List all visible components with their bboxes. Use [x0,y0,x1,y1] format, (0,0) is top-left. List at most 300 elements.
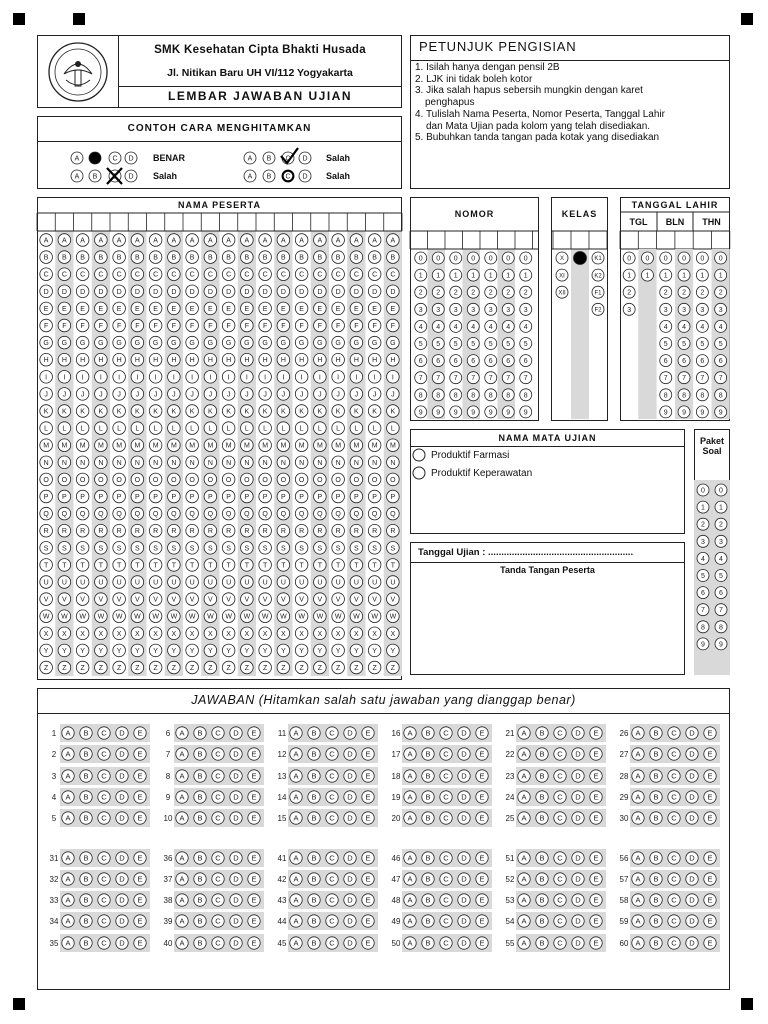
answer-bubble[interactable] [344,812,356,824]
answer-bubble[interactable] [290,894,302,906]
answer-bubble[interactable] [176,852,188,864]
answer-bubble[interactable] [704,937,716,949]
answer-bubble[interactable] [98,915,110,927]
answer-bubble[interactable] [344,748,356,760]
answer-bubble[interactable] [62,937,74,949]
answer-bubble[interactable] [290,727,302,739]
answer-bubble[interactable] [422,852,434,864]
answer-bubble[interactable] [476,791,488,803]
answer-bubble[interactable] [212,937,224,949]
answer-bubble[interactable] [134,894,146,906]
answer-bubble[interactable] [518,894,530,906]
answer-bubble[interactable] [650,937,662,949]
mata-ujian-option[interactable]: Produktif Farmasi [431,450,510,461]
answer-bubble[interactable] [440,937,452,949]
answer-bubble[interactable] [650,791,662,803]
answer-bubble[interactable] [62,812,74,824]
answer-bubble[interactable] [212,727,224,739]
answer-bubble[interactable] [632,770,644,782]
answer-bubble[interactable] [194,748,206,760]
answer-bubble[interactable] [440,727,452,739]
answer-bubble[interactable] [650,873,662,885]
answer-bubble[interactable] [668,812,680,824]
answer-bubble[interactable] [704,812,716,824]
answer-bubble[interactable] [62,748,74,760]
answer-bubble[interactable] [62,894,74,906]
answer-bubble[interactable] [632,937,644,949]
answer-bubble[interactable] [704,915,716,927]
answer-bubble[interactable] [440,812,452,824]
answer-bubble[interactable] [572,852,584,864]
answer-bubble[interactable] [476,748,488,760]
answer-bubble[interactable] [308,770,320,782]
answer-bubble[interactable] [668,937,680,949]
answer-bubble[interactable] [134,812,146,824]
answer-bubble[interactable] [686,791,698,803]
answer-bubble[interactable] [290,770,302,782]
answer-bubble[interactable] [404,770,416,782]
answer-bubble[interactable] [62,727,74,739]
answer-bubble[interactable] [404,937,416,949]
answer-bubble[interactable] [230,937,242,949]
answer-bubble[interactable] [176,748,188,760]
answer-bubble[interactable] [230,812,242,824]
answer-bubble[interactable] [422,915,434,927]
answer-bubble[interactable] [194,937,206,949]
answer-bubble[interactable] [248,894,260,906]
answer-bubble[interactable] [116,748,128,760]
answer-bubble[interactable] [290,852,302,864]
answer-bubble[interactable] [440,791,452,803]
answer-bubble[interactable] [62,915,74,927]
answer-bubble[interactable] [176,937,188,949]
answer-bubble[interactable] [686,852,698,864]
answer-bubble[interactable] [308,812,320,824]
answer-bubble[interactable] [212,873,224,885]
answer-bubble[interactable] [404,812,416,824]
answer-bubble[interactable] [308,791,320,803]
answer-bubble[interactable] [458,852,470,864]
answer-bubble[interactable] [518,770,530,782]
answer-bubble[interactable] [308,915,320,927]
answer-bubble[interactable] [80,748,92,760]
answer-bubble[interactable] [62,873,74,885]
answer-bubble[interactable] [308,748,320,760]
answer-bubble[interactable] [248,748,260,760]
answer-bubble[interactable] [572,812,584,824]
answer-bubble[interactable] [176,873,188,885]
answer-bubble[interactable] [572,748,584,760]
answer-bubble[interactable] [536,791,548,803]
answer-bubble[interactable] [362,791,374,803]
answer-bubble[interactable] [590,852,602,864]
answer-bubble[interactable] [290,791,302,803]
answer-bubble[interactable] [116,791,128,803]
answer-bubble[interactable] [248,791,260,803]
answer-bubble[interactable] [518,748,530,760]
answer-bubble[interactable] [632,727,644,739]
answer-bubble[interactable] [98,770,110,782]
answer-bubble[interactable] [632,852,644,864]
answer-bubble[interactable] [686,915,698,927]
answer-bubble[interactable] [212,852,224,864]
answer-bubble[interactable] [650,894,662,906]
answer-bubble[interactable] [212,894,224,906]
answer-bubble[interactable] [80,852,92,864]
answer-bubble[interactable] [536,894,548,906]
answer-bubble[interactable] [134,852,146,864]
answer-bubble[interactable] [326,894,338,906]
answer-bubble[interactable] [554,894,566,906]
answer-bubble[interactable] [308,852,320,864]
answer-bubble[interactable] [230,852,242,864]
answer-bubble[interactable] [248,915,260,927]
answer-bubble[interactable] [194,812,206,824]
answer-bubble[interactable] [422,727,434,739]
answer-bubble[interactable] [248,852,260,864]
answer-bubble[interactable] [248,727,260,739]
answer-bubble[interactable] [590,791,602,803]
answer-bubble[interactable] [668,852,680,864]
answer-bubble[interactable] [554,937,566,949]
answer-bubble[interactable] [290,915,302,927]
answer-bubble[interactable] [458,937,470,949]
answer-bubble[interactable] [554,812,566,824]
answer-bubble[interactable] [212,748,224,760]
answer-bubble[interactable] [176,791,188,803]
answer-bubble[interactable] [704,748,716,760]
answer-bubble[interactable] [476,894,488,906]
answer-bubble[interactable] [458,915,470,927]
answer-bubble[interactable] [458,812,470,824]
answer-bubble[interactable] [422,937,434,949]
answer-bubble[interactable] [536,748,548,760]
answer-bubble[interactable] [344,915,356,927]
answer-bubble[interactable] [212,812,224,824]
answer-bubble[interactable] [668,894,680,906]
answer-bubble[interactable] [458,748,470,760]
answer-bubble[interactable] [194,852,206,864]
answer-bubble[interactable] [326,770,338,782]
answer-bubble[interactable] [212,770,224,782]
answer-bubble[interactable] [98,873,110,885]
answer-bubble[interactable] [590,748,602,760]
answer-bubble[interactable] [668,770,680,782]
answer-bubble[interactable] [326,915,338,927]
answer-bubble[interactable] [116,894,128,906]
answer-bubble[interactable] [230,915,242,927]
answer-bubble[interactable] [554,873,566,885]
answer-bubble[interactable] [404,894,416,906]
answer-bubble[interactable] [116,873,128,885]
answer-bubble[interactable] [98,812,110,824]
answer-bubble[interactable] [422,791,434,803]
answer-bubble[interactable] [632,873,644,885]
answer-bubble[interactable] [476,873,488,885]
answer-bubble[interactable] [344,791,356,803]
answer-bubble[interactable] [344,873,356,885]
answer-bubble[interactable] [554,727,566,739]
answer-bubble[interactable] [476,812,488,824]
answer-bubble[interactable] [362,937,374,949]
answer-bubble[interactable] [62,852,74,864]
answer-bubble[interactable] [590,770,602,782]
answer-bubble[interactable] [326,937,338,949]
answer-bubble[interactable] [590,812,602,824]
answer-bubble[interactable] [668,748,680,760]
answer-bubble[interactable] [572,770,584,782]
answer-bubble[interactable] [230,727,242,739]
answer-bubble[interactable] [230,791,242,803]
answer-bubble[interactable] [518,852,530,864]
answer-bubble[interactable] [554,852,566,864]
answer-bubble[interactable] [632,791,644,803]
answer-bubble[interactable] [440,915,452,927]
answer-bubble[interactable] [458,770,470,782]
answer-bubble[interactable] [80,937,92,949]
answer-bubble[interactable] [422,812,434,824]
answer-bubble[interactable] [668,727,680,739]
answer-bubble[interactable] [98,937,110,949]
answer-bubble[interactable] [650,748,662,760]
answer-bubble[interactable] [116,915,128,927]
answer-bubble[interactable] [230,748,242,760]
answer-bubble[interactable] [554,915,566,927]
answer-bubble[interactable] [440,894,452,906]
answer-bubble[interactable] [344,937,356,949]
answer-bubble[interactable] [476,915,488,927]
answer-bubble[interactable] [134,915,146,927]
answer-bubble[interactable] [704,791,716,803]
answer-bubble[interactable] [632,894,644,906]
answer-bubble[interactable] [134,748,146,760]
answer-bubble[interactable] [554,748,566,760]
answer-bubble[interactable] [248,812,260,824]
answer-bubble[interactable] [536,937,548,949]
answer-bubble[interactable] [458,791,470,803]
answer-bubble[interactable] [458,873,470,885]
answer-bubble[interactable] [326,748,338,760]
answer-bubble[interactable] [590,937,602,949]
answer-bubble[interactable] [116,727,128,739]
answer-bubble[interactable] [704,727,716,739]
answer-bubble[interactable] [362,852,374,864]
answer-bubble[interactable] [476,770,488,782]
answer-bubble[interactable] [98,791,110,803]
answer-bubble[interactable] [404,791,416,803]
answer-bubble[interactable] [668,791,680,803]
answer-bubble[interactable] [686,937,698,949]
answer-bubble[interactable] [686,873,698,885]
answer-bubble[interactable] [362,894,374,906]
answer-bubble[interactable] [344,770,356,782]
answer-bubble[interactable] [116,852,128,864]
answer-bubble[interactable] [194,727,206,739]
answer-bubble[interactable] [704,873,716,885]
answer-bubble[interactable] [404,873,416,885]
answer-bubble[interactable] [326,812,338,824]
answer-bubble[interactable] [632,748,644,760]
answer-bubble[interactable] [326,791,338,803]
answer-bubble[interactable] [248,770,260,782]
answer-bubble[interactable] [404,852,416,864]
answer-bubble[interactable] [230,894,242,906]
answer-bubble[interactable] [440,852,452,864]
answer-bubble[interactable] [248,873,260,885]
answer-bubble[interactable] [344,894,356,906]
answer-bubble[interactable] [518,915,530,927]
answer-bubble[interactable] [458,727,470,739]
answer-bubble[interactable] [248,937,260,949]
answer-bubble[interactable] [518,937,530,949]
answer-bubble[interactable] [590,915,602,927]
answer-bubble[interactable] [650,727,662,739]
answer-bubble[interactable] [554,791,566,803]
answer-bubble[interactable] [704,894,716,906]
answer-bubble[interactable] [362,873,374,885]
answer-bubble[interactable] [134,727,146,739]
answer-bubble[interactable] [134,791,146,803]
answer-bubble[interactable] [62,770,74,782]
answer-bubble[interactable] [194,770,206,782]
answer-bubble[interactable] [422,748,434,760]
answer-bubble[interactable] [536,727,548,739]
answer-bubble[interactable] [686,770,698,782]
answer-bubble[interactable] [80,812,92,824]
answer-bubble[interactable] [308,873,320,885]
answer-bubble[interactable] [686,727,698,739]
answer-bubble[interactable] [134,770,146,782]
answer-bubble[interactable] [212,915,224,927]
answer-bubble[interactable] [650,812,662,824]
answer-bubble[interactable] [404,748,416,760]
answer-bubble[interactable] [440,770,452,782]
answer-bubble[interactable] [116,937,128,949]
answer-bubble[interactable] [230,770,242,782]
answer-bubble[interactable] [80,873,92,885]
answer-bubble[interactable] [404,915,416,927]
answer-bubble[interactable] [686,748,698,760]
answer-bubble[interactable] [80,791,92,803]
answer-bubble[interactable] [572,894,584,906]
answer-bubble[interactable] [326,852,338,864]
answer-bubble[interactable] [116,812,128,824]
answer-bubble[interactable] [590,727,602,739]
answer-bubble[interactable] [194,873,206,885]
answer-bubble[interactable] [668,873,680,885]
answer-bubble[interactable] [362,812,374,824]
answer-bubble[interactable] [176,894,188,906]
answer-bubble[interactable] [98,748,110,760]
answer-bubble[interactable] [176,727,188,739]
answer-bubble[interactable] [290,812,302,824]
answer-bubble[interactable] [536,770,548,782]
answer-bubble[interactable] [176,770,188,782]
answer-bubble[interactable] [518,791,530,803]
answer-bubble[interactable] [704,852,716,864]
answer-bubble[interactable] [536,873,548,885]
answer-bubble[interactable] [632,812,644,824]
answer-bubble[interactable] [98,894,110,906]
answer-bubble[interactable] [326,873,338,885]
answer-bubble[interactable] [98,727,110,739]
answer-bubble[interactable] [632,915,644,927]
answer-bubble[interactable] [536,915,548,927]
answer-bubble[interactable] [518,812,530,824]
answer-bubble[interactable] [134,873,146,885]
answer-bubble[interactable] [176,812,188,824]
answer-bubble[interactable] [80,894,92,906]
answer-bubble[interactable] [686,894,698,906]
answer-bubble[interactable] [290,748,302,760]
mata-ujian-option[interactable]: Produktif Keperawatan [431,468,533,479]
answer-bubble[interactable] [572,727,584,739]
answer-bubble[interactable] [440,748,452,760]
answer-bubble[interactable] [536,812,548,824]
answer-bubble[interactable] [536,852,548,864]
answer-bubble[interactable] [212,791,224,803]
answer-bubble[interactable] [230,873,242,885]
answer-bubble[interactable] [290,873,302,885]
answer-bubble[interactable] [422,873,434,885]
answer-bubble[interactable] [650,770,662,782]
answer-bubble[interactable] [440,873,452,885]
answer-bubble[interactable] [176,915,188,927]
answer-bubble[interactable] [98,852,110,864]
answer-bubble[interactable] [458,894,470,906]
answer-bubble[interactable] [404,727,416,739]
answer-bubble[interactable] [590,894,602,906]
answer-bubble[interactable] [362,770,374,782]
answer-bubble[interactable] [422,894,434,906]
answer-bubble[interactable] [194,915,206,927]
answer-bubble[interactable] [476,727,488,739]
answer-bubble[interactable] [80,727,92,739]
answer-bubble[interactable] [554,770,566,782]
answer-bubble[interactable] [362,915,374,927]
answer-bubble[interactable] [362,748,374,760]
answer-bubble[interactable] [590,873,602,885]
answer-bubble[interactable] [650,915,662,927]
answer-bubble[interactable] [476,937,488,949]
answer-bubble[interactable] [362,727,374,739]
answer-bubble[interactable] [704,770,716,782]
answer-bubble[interactable] [80,915,92,927]
answer-bubble[interactable] [326,727,338,739]
answer-bubble[interactable] [572,791,584,803]
answer-bubble[interactable] [476,852,488,864]
answer-bubble[interactable] [518,727,530,739]
answer-bubble[interactable] [290,937,302,949]
answer-bubble[interactable] [572,873,584,885]
answer-bubble[interactable] [194,894,206,906]
answer-bubble[interactable] [650,852,662,864]
answer-bubble[interactable] [308,727,320,739]
answer-bubble[interactable] [344,727,356,739]
answer-bubble[interactable] [572,915,584,927]
answer-bubble[interactable] [134,937,146,949]
answer-bubble[interactable] [308,937,320,949]
answer-bubble[interactable] [62,791,74,803]
answer-bubble[interactable] [668,915,680,927]
answer-bubble[interactable] [194,791,206,803]
answer-bubble[interactable] [572,937,584,949]
answer-bubble[interactable] [80,770,92,782]
answer-bubble[interactable] [116,770,128,782]
answer-bubble[interactable] [686,812,698,824]
answer-bubble[interactable] [518,873,530,885]
answer-bubble[interactable] [344,852,356,864]
